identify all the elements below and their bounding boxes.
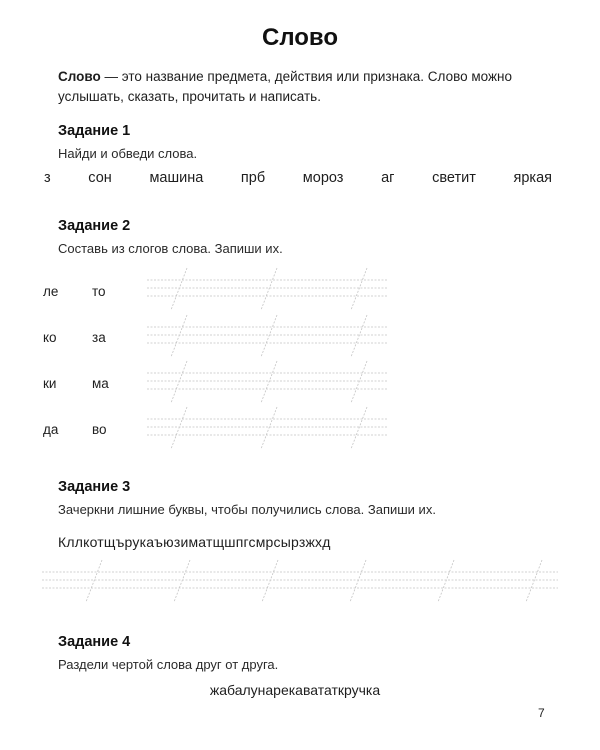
syllable-second: то (92, 284, 106, 299)
task1-item[interactable]: сон (88, 170, 112, 186)
task4-heading: Задание 4 (58, 634, 131, 650)
writing-lines[interactable] (145, 266, 390, 312)
writing-lines[interactable] (145, 359, 390, 405)
task1-item[interactable]: яркая (513, 170, 552, 186)
writing-lines[interactable] (40, 558, 560, 604)
syllable-first: ко (43, 330, 57, 345)
task1-item[interactable]: светит (432, 170, 476, 186)
task4-instruction: Раздели чертой слова друг от друга. (58, 657, 279, 672)
writing-lines[interactable] (145, 313, 390, 359)
intro-text: — это название предмета, действия или признака. Слово можно услышать, сказать, прочитать и написать. (58, 69, 512, 104)
task1-item[interactable]: машина (149, 170, 204, 186)
task3-instruction: Зачеркни лишние буквы, чтобы получились слова. Запиши их. (58, 502, 436, 517)
syllable-second: за (92, 330, 106, 345)
writing-lines[interactable] (145, 405, 390, 451)
task2-instruction: Составь из слогов слова. Запиши их. (58, 241, 283, 256)
task3-letter-string: Кллкотщърукаъюзиматщшпгсмрсырзжхд (58, 534, 331, 550)
task2-heading: Задание 2 (58, 218, 131, 234)
task3-heading: Задание 3 (58, 479, 131, 495)
intro-term: Слово (58, 69, 101, 84)
task4-letter-string: жабалунарекавататкручка (209, 682, 381, 698)
syllable-second: ма (92, 376, 109, 391)
syllable-second: во (92, 422, 107, 437)
task1-word-row (44, 170, 552, 186)
syllable-first: ле (43, 284, 59, 299)
task1-instruction: Найди и обведи слова. (58, 146, 198, 161)
syllable-first: да (43, 422, 59, 437)
syllable-first: ки (43, 376, 57, 391)
intro-paragraph (58, 67, 558, 107)
page-title: Слово (261, 24, 339, 51)
task1-item[interactable]: аг (381, 170, 395, 186)
task1-heading: Задание 1 (58, 123, 131, 139)
task1-item[interactable]: з (44, 170, 51, 186)
task1-item[interactable]: мороз (302, 170, 344, 186)
page-number: 7 (538, 706, 545, 720)
task1-item[interactable]: прб (240, 170, 266, 186)
